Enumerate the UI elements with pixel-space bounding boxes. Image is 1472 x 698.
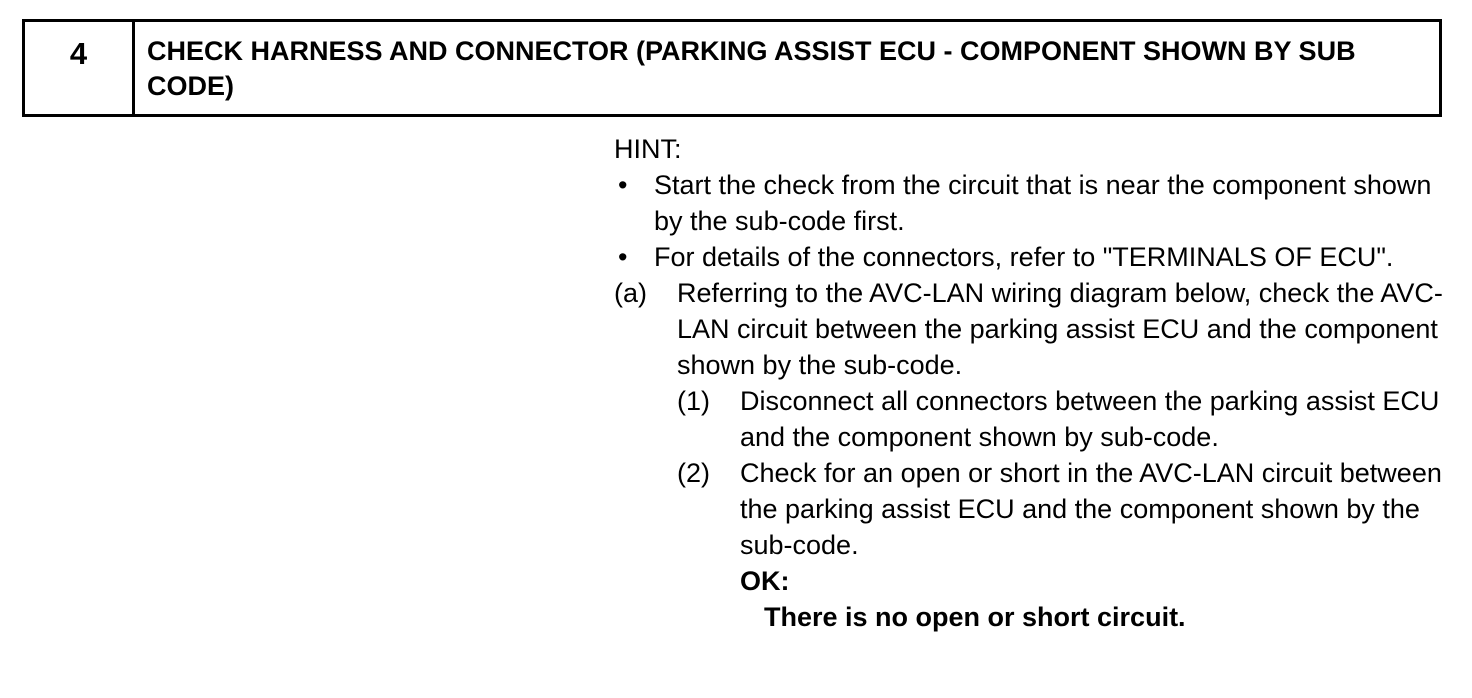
substep-2 xyxy=(677,455,1454,563)
bullet-icon: • xyxy=(618,170,628,200)
step-a xyxy=(614,275,1454,563)
hint-label: HINT: xyxy=(614,134,682,164)
substep-2-mark: (2) xyxy=(677,458,710,488)
step-a-text: Referring to the AVC-LAN wiring diagram below, check the AVC-LAN circuit between the parking assist ECU and the component shown by the sub-code. xyxy=(677,278,1443,380)
step-a-mark: (a) xyxy=(614,278,647,308)
ok-label: OK: xyxy=(740,566,790,596)
step-header xyxy=(22,19,1442,117)
step-title: CHECK HARNESS AND CONNECTOR (PARKING ASSIST ECU - COMPONENT SHOWN BY SUB CODE) xyxy=(147,36,1356,101)
procedure-content xyxy=(614,131,1454,635)
hint-bullet-text: For details of the connectors, refer to "TERMINALS OF ECU". xyxy=(654,242,1394,272)
substep-1-text: Disconnect all connectors between the parking assist ECU and the component shown by sub-code. xyxy=(740,386,1440,452)
bullet-icon: • xyxy=(618,242,628,272)
substep-1 xyxy=(677,383,1454,455)
hint-bullet-text: Start the check from the circuit that is near the component shown by the sub-code first. xyxy=(654,170,1432,236)
hint-bullet xyxy=(614,167,1454,239)
substep-1-mark: (1) xyxy=(677,386,710,416)
ok-result: There is no open or short circuit. xyxy=(764,602,1186,632)
step-a-body xyxy=(677,275,1454,563)
hint-bullet xyxy=(614,239,1454,275)
substep-2-text: Check for an open or short in the AVC-LAN circuit between the parking assist ECU and the component shown by the sub-code. xyxy=(740,458,1442,560)
step-number: 4 xyxy=(25,22,135,114)
